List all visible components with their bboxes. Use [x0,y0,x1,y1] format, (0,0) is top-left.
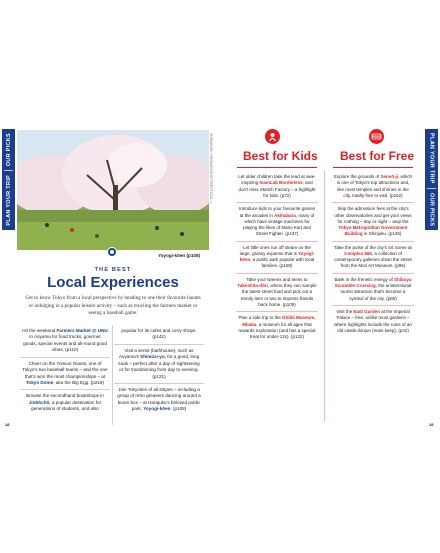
list-item: Visit the East Garden at the Imperial Palace – free, unlike most gardens – where highlights include the ruins of an old castle donjon (main keep). (p42) [334,309,412,333]
list-item: Visit a sentō (bathhouse), such as Aoyama's Shimizu-yu, for a good, long soak – perfect after a day of sightseeing or for transitioning from day to evening. (p121) [114,345,204,384]
list-item: Hit the weekend Farmers Market @ UNU in Aoyama for food trucks, gourmet goods, special events and all-round good vibes. (p110) [20,325,110,358]
list-item: Join Tokyoites of all stripes – including a group of retro greasers dancing around a boom box – at Harajuku's beloved public park, Yoyogi-kōen. (p108) [117,386,201,412]
svg-text:FREE: FREE [372,135,381,139]
free-tag-icon [369,129,384,144]
list-item: Introduce kids to your favourite games at the arcades in Akihabara, many of which have vintage machines for playing the likes of Mario Kart and Street Fighter. (p137) [236,203,318,241]
tab-label-our-picks: OUR PICKS [428,192,435,226]
photo-caption: Yoyogi-kōen (p108) [158,253,201,258]
section-tab-left [2,129,15,230]
page-number: 18 [5,422,10,427]
page-number: 19 [429,422,434,427]
park-photo [17,130,209,250]
section-kicker: THE BEST [94,267,132,273]
photo-credit: SHIMANUKI YUKINARI/SHUTTERSTOCK © [209,133,213,205]
location-pin-icon [107,247,117,257]
cherry-blossom-illustration [17,130,209,250]
list-item: Take your tweens and teens to Takeshita-dōri, where they can sample the latest street food and pick out a trendy item or two to impress friends back home. (p109) [236,274,318,312]
list-item: Let older children take the lead at awe-inspiring teamLab Borderless, and don't miss Sketch Factory – a highlight for kids. (p72) [236,171,318,203]
free-list [332,171,414,337]
local-column-left [20,325,110,416]
intro-paragraph: Get to know Tokyo from a local perspective by heading to one their favourite haunts or indulging in a popular leisure activity – such as trawling the farmers market or seeing a baseball game. [25,295,201,317]
kids-icon [265,129,280,144]
local-column-right [114,325,204,416]
kids-rule [237,167,317,168]
tab-label-our-picks: OUR PICKS [5,133,12,167]
tab-label-plan-your-trip: PLAN YOUR TRIP [5,175,12,226]
list-item: Explore the grounds of Sensō-ji, which is one of Tokyo's top attractions and, like most temples and shrines in the city, totally free to visit. (p162) [332,171,414,203]
tab-label-plan-your-trip: PLAN YOUR TRIP [428,133,435,184]
right-page [220,117,440,437]
left-page [0,117,220,437]
list-item: Plan a side trip to the Ghibli Museum, Mitaka, a museum for all ages that rewards exploration (and has a special treat for under-12s). (p132) [238,315,316,339]
column-divider [112,325,113,425]
page-title: Local Experiences [47,274,179,291]
kids-section-title: Best for Kids [243,149,318,163]
list-item: Take the pulse of the city's art scene at Complex 665, a collection of contemporary galleries down the street from the Mori Art Museum. (p96) [332,242,414,274]
section-tab-right [425,129,438,230]
list-item: Browse the secondhand bookshops in Jinbōchō, a popular destination for generations of students, and also [26,393,104,412]
column-divider [324,171,325,421]
list-item: popular for its cafes and curry shops. (p142) [114,325,204,345]
kids-list [236,171,318,343]
list-item: Bask in the frenetic energy of Shibuya Scramble Crossing, the unintentional tourist attraction that's become a symbol of the city. (p85) [332,274,414,306]
list-item: Skip the admission fees at the city's other observatories and get your views for nothing – day or night – atop the Tokyo Metropolitan Government Building in Shinjuku. (p126) [332,203,414,241]
list-item: Let little ones run off steam on the large, grassy expanse that is Yoyogi-kōen, a public park popular with local families. (p108) [236,242,318,274]
free-rule [333,167,413,168]
list-item: Cheer on the Yomiuri Giants, one of Tokyo's two baseball teams – and the one that's won the most championships – at Tokyo Dome, aka the Big Egg. (p219) [20,358,110,391]
free-section-title: Best for Free [340,149,415,163]
